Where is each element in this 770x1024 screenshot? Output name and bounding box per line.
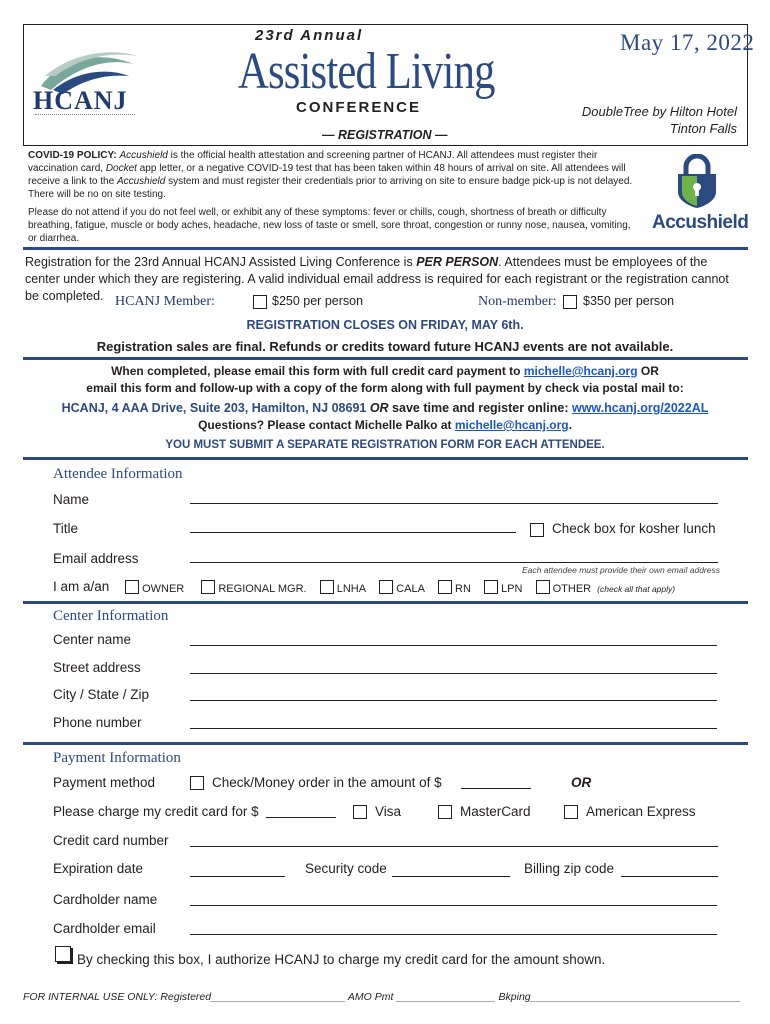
- accushield-logo-text: Accushield: [652, 212, 749, 233]
- cardholder-name-field[interactable]: [190, 905, 717, 906]
- nonmember-price: $350 per person: [583, 294, 675, 308]
- questions-text: .: [568, 418, 572, 432]
- role-checkbox[interactable]: [201, 580, 215, 594]
- check-payment-label: Check/Money order in the amount of $: [212, 775, 442, 790]
- phone-field[interactable]: [190, 728, 717, 729]
- cc-number-label: Credit card number: [53, 833, 169, 848]
- email-field[interactable]: [190, 562, 718, 563]
- authorize-checkbox[interactable]: [55, 946, 71, 962]
- symptoms-notice: Please do not attend if you do not feel well, or exhibit any of these symptoms: fever or chills, cough, shortness of breath or difficulty breathing, fatigue, muscle or body aches, headache, new loss of taste or smell, sore throat, congestion or runny nose, nausea, vomiting, or diarrhea.: [28, 207, 631, 244]
- divider: [23, 601, 748, 604]
- covid-text: Docket: [105, 163, 137, 174]
- covid-policy: [28, 149, 636, 201]
- check-amount-field[interactable]: [461, 788, 531, 789]
- title-field[interactable]: [190, 532, 516, 533]
- covid-text: Accushield: [116, 176, 166, 187]
- divider: [23, 457, 748, 460]
- city-field[interactable]: [190, 700, 717, 701]
- hcanj-logo-tagline: [35, 114, 135, 118]
- role-cala: CALA: [396, 583, 425, 595]
- role-lnha: LNHA: [336, 583, 367, 595]
- intro-text-part: Registration for the 23rd Annual HCANJ Assisted Living Conference is: [25, 255, 417, 269]
- title-label: Title: [53, 521, 79, 536]
- expiration-label: Expiration date: [53, 861, 144, 876]
- sales-final: Registration sales are final. Refunds or credits toward future HCANJ events are not available.: [96, 339, 674, 354]
- email-link[interactable]: michelle@hcanj.org: [523, 364, 638, 378]
- role-checkbox[interactable]: [484, 580, 498, 594]
- role-checkbox[interactable]: [438, 580, 452, 594]
- email-label: Email address: [53, 551, 139, 566]
- covid-text: app letter, or a negative COVID-19 test that has been taken within 48 hours of arrival on site. All attendees will receive a link to the: [28, 163, 626, 187]
- cardholder-email-field[interactable]: [190, 934, 717, 935]
- member-checkbox[interactable]: [253, 295, 267, 309]
- mail-instructions: email this form and follow-up with a copy of the form along with full payment by check via postal mail to:: [86, 381, 684, 395]
- save-time-text: save time and register online:: [388, 401, 572, 415]
- divider: [23, 357, 748, 360]
- contact-email-link[interactable]: michelle@hcanj.org: [454, 418, 569, 432]
- divider: [23, 742, 748, 745]
- event-title: Assisted Living: [238, 43, 495, 100]
- kosher-checkbox[interactable]: [530, 523, 544, 537]
- registration-closes: REGISTRATION CLOSES ON FRIDAY, MAY 6th.: [246, 318, 524, 332]
- visa-label: Visa: [375, 804, 402, 819]
- role-other: OTHER: [552, 583, 592, 595]
- center-name-label: Center name: [53, 632, 132, 647]
- covid-text: system and must register their credentials prior to arriving on site to ensure badge pick-up is not delayed. There will be no on site testing.: [28, 176, 633, 200]
- role-checkbox[interactable]: [125, 580, 139, 594]
- charge-amount-field[interactable]: [266, 817, 336, 818]
- cardholder-email-label: Cardholder email: [53, 921, 156, 936]
- nonmember-label: Non-member:: [478, 294, 557, 309]
- city-label: City / State / Zip: [53, 687, 150, 702]
- hcanj-logo: [33, 46, 143, 122]
- intro-emphasis: PER PERSON: [416, 255, 499, 269]
- cc-number-field[interactable]: [190, 846, 718, 847]
- role-checkbox[interactable]: [379, 580, 393, 594]
- expiration-field[interactable]: [190, 876, 285, 877]
- conference-label: CONFERENCE: [296, 99, 422, 116]
- mailing-address: HCANJ, 4 AAA Drive, Suite 203, Hamilton, NJ 08691: [61, 401, 370, 415]
- role-rn: RN: [455, 583, 471, 595]
- nonmember-checkbox[interactable]: [563, 295, 577, 309]
- iam-label: I am a/an: [53, 579, 110, 594]
- amex-label: American Express: [586, 804, 696, 819]
- phone-label: Phone number: [53, 715, 142, 730]
- security-code-field[interactable]: [392, 876, 510, 877]
- member-label: HCANJ Member:: [115, 294, 215, 309]
- internal-use: FOR INTERNAL USE ONLY: Registered_______________________ AMO Pmt _________________ Bkping____________________________________: [23, 991, 741, 1003]
- event-date: May 17, 2022: [620, 30, 755, 55]
- check-payment-checkbox[interactable]: [190, 776, 204, 790]
- email-instructions-text: OR: [637, 364, 659, 378]
- cardholder-name-label: Cardholder name: [53, 892, 158, 907]
- name-label: Name: [53, 492, 90, 507]
- visa-checkbox[interactable]: [353, 805, 367, 819]
- separate-form-notice: YOU MUST SUBMIT A SEPARATE REGISTRATION FORM FOR EACH ATTENDEE.: [165, 439, 605, 451]
- mastercard-checkbox[interactable]: [438, 805, 452, 819]
- covid-text: is the official health attestation and screening partner of HCANJ. All attendees must register their vaccination card,: [28, 150, 598, 174]
- attendee-heading: Attendee Information: [53, 466, 183, 482]
- billing-zip-label: Billing zip code: [524, 861, 615, 876]
- questions-text: Questions? Please contact Michelle Palko at: [198, 418, 455, 432]
- email-instructions-text: When completed, please email this form with full credit card payment to: [111, 364, 524, 378]
- shield-lock-icon: [672, 154, 722, 208]
- center-heading: Center Information: [53, 608, 169, 624]
- amex-checkbox[interactable]: [564, 805, 578, 819]
- center-name-field[interactable]: [190, 645, 717, 646]
- intro-text-part: . Attendees must be employees of the center under which they are registering. A valid individual email address is required for each registrant or the registration cannot be completed.: [25, 255, 729, 303]
- divider: [23, 247, 748, 250]
- accushield-logo: [650, 154, 749, 238]
- role-owner: OWNER: [142, 583, 185, 595]
- authorize-label: By checking this box, I authorize HCANJ to charge my credit card for the amount shown.: [77, 952, 606, 967]
- email-instructions: [0, 364, 770, 378]
- hcanj-logo-text: HCANJ: [33, 86, 128, 115]
- register-online-link[interactable]: www.hcanj.org/2022AL: [571, 401, 709, 415]
- questions-line: [0, 418, 770, 432]
- street-field[interactable]: [190, 673, 717, 674]
- role-options: [125, 580, 675, 595]
- member-price: $250 per person: [272, 294, 364, 308]
- covid-text: Accushield: [119, 150, 168, 161]
- billing-zip-field[interactable]: [621, 876, 718, 877]
- email-note: Each attendee must provide their own email address: [522, 565, 720, 575]
- venue-line-1: DoubleTree by Hilton Hotel: [581, 104, 737, 119]
- kosher-label: Check box for kosher lunch: [552, 521, 716, 536]
- street-label: Street address: [53, 660, 141, 675]
- role-checkbox[interactable]: [320, 580, 334, 594]
- covid-policy-label: COVID-19 POLICY:: [28, 150, 117, 161]
- role-regional-mgr: REGIONAL MGR.: [218, 583, 307, 595]
- venue-line-2: Tinton Falls: [669, 121, 737, 136]
- edition: 23rd Annual: [255, 27, 364, 44]
- payment-heading: Payment Information: [53, 750, 181, 766]
- address-line: [0, 401, 770, 415]
- payment-method-label: Payment method: [53, 775, 156, 790]
- security-code-label: Security code: [305, 861, 387, 876]
- charge-label: Please charge my credit card for $: [53, 804, 259, 819]
- registration-label: — REGISTRATION —: [322, 128, 448, 142]
- role-lpn: LPN: [501, 583, 523, 595]
- roles-note: (check all that apply): [597, 584, 676, 594]
- or-text: OR: [369, 401, 389, 415]
- mastercard-label: MasterCard: [460, 804, 531, 819]
- payment-or: OR: [571, 775, 592, 790]
- role-checkbox[interactable]: [536, 580, 550, 594]
- name-field[interactable]: [190, 503, 718, 504]
